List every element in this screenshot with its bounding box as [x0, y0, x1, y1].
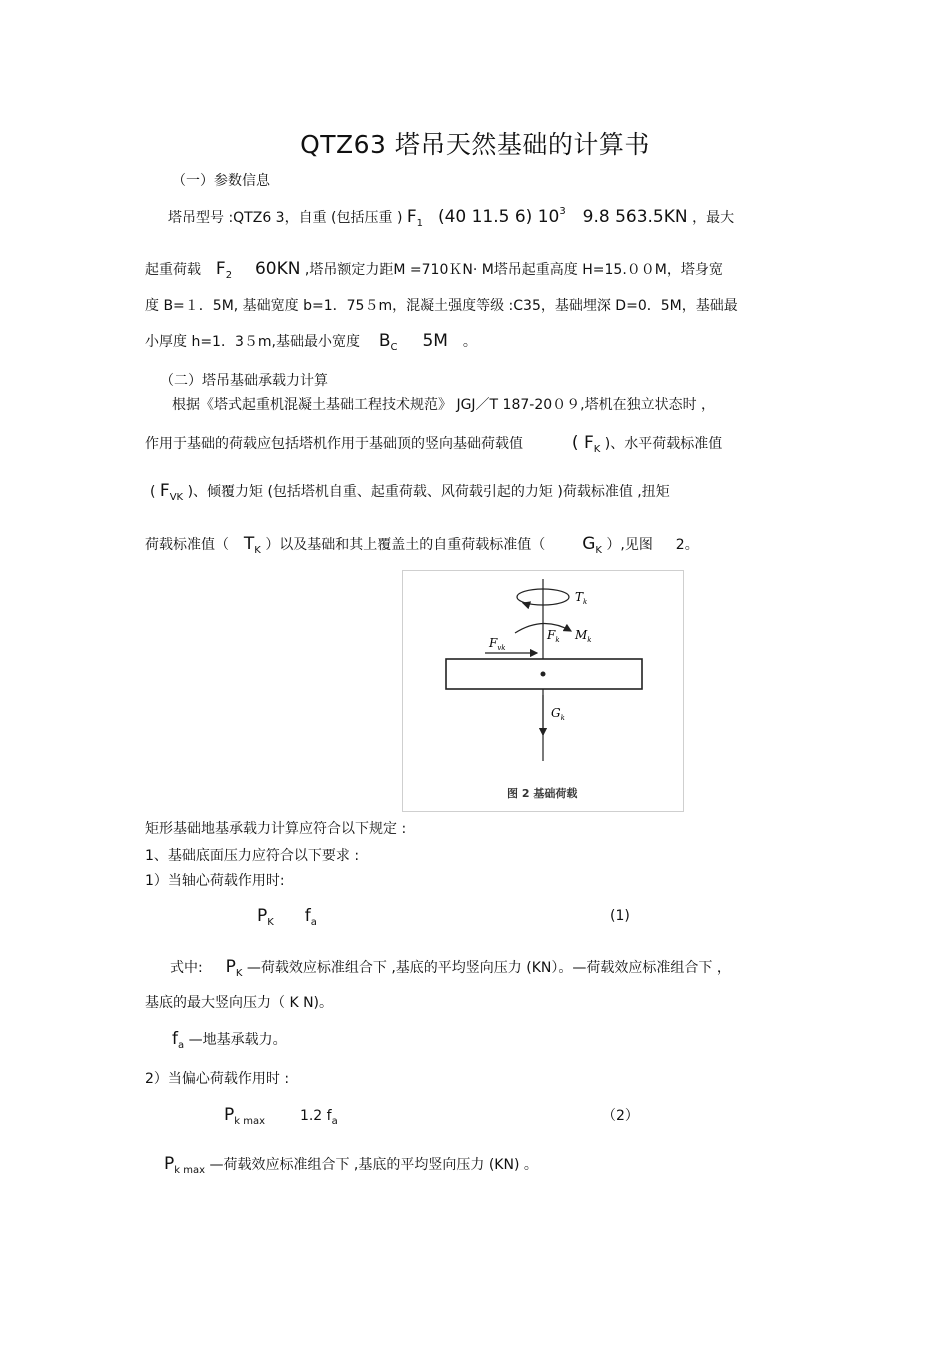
equation-number-2: （2）	[602, 1108, 639, 1124]
paragraph-line: 基底的最大竖向压力（ K N)。	[145, 995, 334, 1011]
label-horizontal-force: $F_{vk}$	[489, 636, 506, 652]
subscript: k max	[234, 1116, 266, 1127]
text-segment: —荷载效应标准组合下 ,基底的平均竖向压力 (KN) 。	[209, 1157, 538, 1173]
formula-symbol: G	[582, 534, 596, 554]
subscript: K	[267, 917, 274, 928]
paragraph-line: 根据《塔式起重机混凝土基础工程技术规范》 JGJ／T 187-20０９,塔机在独立状态时 ，	[172, 397, 716, 413]
superscript: 3	[559, 206, 566, 217]
paragraph-line	[164, 1155, 538, 1176]
equation-number-1: (1)	[610, 908, 630, 924]
text-segment: )、倾覆力矩 (包括塔机自重、起重荷载、风荷载引起的力矩 )荷载标准值 ,扭矩	[187, 484, 670, 500]
paragraph-line: 矩形基础地基承载力计算应符合以下规定 :	[145, 821, 407, 837]
paragraph-line: 度 B=１．5M, 基础宽度 b=1．75５m，混凝土强度等级 :C35，基础埋深 D=0．5M，基础最	[145, 298, 738, 314]
formula-symbol: P	[257, 906, 268, 926]
subscript: 1	[416, 218, 424, 229]
subscript: K	[595, 545, 602, 556]
label-torque: $T_k$	[575, 590, 588, 606]
paragraph-line	[145, 434, 722, 455]
paragraph-line: 1）当轴心荷载作用时:	[145, 873, 285, 889]
text-segment: 式中:	[170, 960, 203, 976]
paragraph-line	[145, 535, 699, 556]
paragraph-line	[145, 332, 477, 353]
figure-caption: 图 2 基础荷载	[507, 787, 578, 800]
formula-symbol: f	[172, 1029, 178, 1049]
text-segment: 起重荷载	[145, 262, 201, 278]
equation-1	[257, 907, 317, 928]
formula-expression: (40 11.5 6) 10	[437, 207, 560, 227]
text-segment: 塔吊型号 :QTZ6 3，自重 (包括压重 )	[168, 210, 403, 226]
formula-symbol: F	[406, 207, 417, 227]
formula-symbol: f	[304, 906, 311, 926]
subscript: K	[254, 545, 261, 556]
label-self-weight: $G_k$	[551, 706, 565, 722]
label-vertical-force: $F_k$	[547, 628, 560, 644]
label-moment: $M_k$	[575, 628, 592, 644]
paragraph-line	[172, 1030, 287, 1051]
text-segment: —荷载效应标准组合下 ,基底的平均竖向压力 (KN）。—荷载效应标准组合下 ，	[246, 960, 731, 976]
formula-symbol: F	[215, 259, 226, 279]
formula-value: 60KN	[254, 259, 301, 279]
formula-symbol: T	[243, 534, 255, 554]
foundation-load-figure	[402, 570, 684, 812]
formula-result: 9.8 563.5KN	[582, 207, 688, 227]
text-segment: (	[150, 484, 156, 500]
section-heading-bearing: （二）塔吊基础承载力计算	[160, 373, 328, 389]
paragraph-line: 2）当偏心荷载作用时 :	[145, 1071, 290, 1087]
text-segment: )、水平荷载标准值	[604, 436, 723, 452]
paragraph-line	[145, 260, 723, 281]
formula-value: 5M	[422, 331, 448, 351]
foundation-load-diagram	[403, 571, 683, 811]
centroid-dot	[541, 672, 546, 677]
paragraph-line: 1、基础底面压力应符合以下要求 :	[145, 848, 360, 864]
text-segment: 小厚度 h=1．3５m,基础最小宽度	[145, 334, 360, 350]
text-segment: ,塔吊额定力距M =710ＫN· M塔吊起重高度 H=15.００M，塔身宽	[304, 262, 723, 278]
subscript: k max	[174, 1165, 206, 1176]
formula-symbol: P	[164, 1154, 175, 1174]
page-title: QTZ63 塔吊天然基础的计算书	[300, 130, 650, 159]
subscript: 2	[225, 270, 233, 281]
section-heading-params: （一）参数信息	[172, 173, 270, 189]
text-segment: 2。	[675, 537, 699, 553]
paragraph-line	[150, 482, 670, 503]
subscript: VK	[169, 492, 184, 503]
paragraph-line	[168, 208, 734, 229]
text-segment: 作用于基础的荷载应包括塔机作用于基础顶的竖向基础荷载值	[145, 436, 523, 452]
subscript: K	[235, 968, 243, 979]
subscript: a	[310, 917, 317, 928]
formula-symbol: F	[159, 481, 170, 501]
subscript: C	[390, 342, 398, 353]
formula-symbol: B	[378, 331, 391, 351]
formula-symbol: P	[224, 1105, 235, 1125]
subscript: a	[331, 1116, 338, 1127]
formula-symbol: ( F	[571, 433, 594, 453]
formula-expression: 1.2 f	[299, 1108, 332, 1124]
text-segment: ）以及基础和其上覆盖土的自重荷载标准值（	[265, 537, 546, 553]
formula-symbol: P	[225, 957, 236, 977]
equation-2	[224, 1106, 338, 1127]
text-segment: ，最大	[692, 210, 735, 226]
text-segment: 荷载标准值（	[145, 537, 229, 553]
text-segment: 。	[462, 334, 477, 350]
text-segment: ）,见图	[606, 537, 653, 553]
subscript: a	[178, 1040, 185, 1051]
paragraph-line	[170, 958, 731, 979]
subscript: K	[593, 444, 601, 455]
text-segment: —地基承载力。	[188, 1032, 287, 1048]
